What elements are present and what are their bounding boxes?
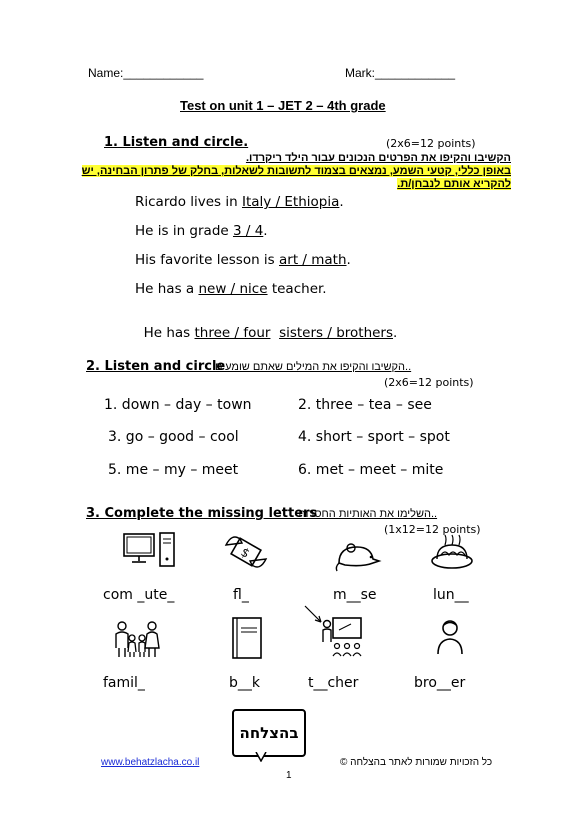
mouse-icon bbox=[333, 537, 383, 573]
sentence-2 bbox=[135, 223, 268, 239]
sentence-text: teacher. bbox=[267, 281, 327, 297]
section1-note-line1: באופן כללי, קטעי השמע, נמצאים בצמוד לתשובות לשאלות, בחלק של פתרון הבחינה, יש bbox=[81, 165, 511, 177]
section2-instruction: ..הקשיבו והקיפו את המילים שאתם שומעים bbox=[215, 361, 412, 373]
logo bbox=[232, 709, 306, 757]
book-icon bbox=[230, 616, 264, 660]
word-blank-teacher[interactable]: t__cher bbox=[308, 675, 359, 691]
section3-points: (1x12=12 points) bbox=[384, 523, 481, 536]
answer-choice[interactable]: new / nice bbox=[198, 281, 268, 297]
name-label: Name: bbox=[88, 66, 124, 80]
answer-choice[interactable]: 3 / 4 bbox=[232, 223, 264, 239]
section2-title: Listen and circle bbox=[104, 359, 226, 374]
sentence-text: He is in grade bbox=[135, 223, 233, 239]
section1-points: (2x6=12 points) bbox=[386, 137, 476, 150]
computer-icon bbox=[122, 531, 178, 571]
sentence-text: . bbox=[339, 194, 344, 210]
section2-points: (2x6=12 points) bbox=[384, 376, 474, 389]
sentence-5 bbox=[135, 309, 397, 341]
section3-number: 3. bbox=[86, 506, 100, 521]
sentence-text: . bbox=[393, 325, 398, 341]
section1-title: Listen and circle. bbox=[122, 135, 249, 150]
answer-choice[interactable]: three / four bbox=[194, 325, 271, 341]
section2-number: 2. bbox=[86, 359, 100, 374]
sentence-text: . bbox=[346, 252, 351, 268]
page-number: 1 bbox=[286, 770, 292, 781]
section1-note-line2: להקריא אותם לנבחן/ת. bbox=[397, 178, 511, 190]
answer-choice[interactable]: art / math bbox=[279, 252, 347, 268]
copyright: כל הזכויות שמורות לאתר בהצלחה © bbox=[340, 757, 493, 768]
lunch-plate-icon bbox=[429, 533, 475, 571]
mark-blank: ____________ bbox=[375, 66, 456, 80]
sentence-text bbox=[270, 325, 279, 341]
sentence-text: He has bbox=[143, 325, 195, 341]
word-blank-book[interactable]: b__k bbox=[229, 675, 260, 691]
word-set-1[interactable]: 1. down – day – town bbox=[104, 397, 252, 413]
word-blank-brother[interactable]: bro__er bbox=[414, 675, 466, 691]
brother-icon bbox=[435, 618, 465, 656]
section3-title: Complete the missing letters bbox=[104, 506, 318, 521]
teacher-icon bbox=[303, 604, 365, 662]
section1-instruction: הקשיבו והקיפו את הפרטים הנכונים עבור הילד ריקרדו. bbox=[245, 152, 511, 164]
svg-text:$: $ bbox=[238, 544, 253, 561]
section3-heading bbox=[86, 506, 317, 521]
sentence-3 bbox=[135, 252, 351, 268]
word-set-5[interactable]: 5. me – my – meet bbox=[108, 462, 239, 478]
section1-heading bbox=[104, 135, 248, 150]
sentence-text: . bbox=[263, 223, 268, 239]
word-set-3[interactable]: 3. go – good – cool bbox=[108, 429, 239, 445]
word-set-2[interactable]: 2. three – tea – see bbox=[298, 397, 432, 413]
answer-choice[interactable]: Italy / Ethiopia bbox=[241, 194, 340, 210]
mark-label: Mark: bbox=[345, 66, 375, 80]
section2-heading bbox=[86, 359, 225, 374]
name-blank: ____________ bbox=[123, 66, 204, 80]
sentence-text: His favorite lesson is bbox=[135, 252, 279, 268]
section3-instruction: ..השלימו את האותיות החסרות bbox=[298, 508, 438, 520]
word-blank-fly[interactable]: fl_ bbox=[233, 587, 249, 603]
word-set-4[interactable]: 4. short – sport – spot bbox=[298, 429, 450, 445]
sentence-4 bbox=[135, 281, 327, 297]
answer-choice[interactable]: sisters / brothers bbox=[279, 325, 394, 341]
flying-money-icon bbox=[222, 531, 270, 575]
sentence-1 bbox=[135, 194, 344, 210]
word-set-6[interactable]: 6. met – meet – mite bbox=[298, 462, 444, 478]
website-link[interactable]: www.behatzlacha.co.il bbox=[101, 757, 200, 768]
sentence-text: He has a bbox=[135, 281, 199, 297]
name-field bbox=[88, 66, 203, 80]
section1-number: 1. bbox=[104, 135, 118, 150]
mark-field bbox=[345, 66, 455, 80]
word-blank-family[interactable]: famil_ bbox=[103, 675, 145, 691]
sentence-text: Ricardo lives in bbox=[135, 194, 242, 210]
page-title: Test on unit 1 – JET 2 – 4th grade bbox=[180, 98, 386, 113]
logo-text: בהצלחה bbox=[239, 724, 299, 742]
family-icon bbox=[113, 618, 163, 658]
logo-speech-tail bbox=[255, 752, 267, 762]
word-blank-lunch[interactable]: lun__ bbox=[433, 587, 469, 603]
word-blank-computer[interactable]: com _ute_ bbox=[103, 587, 175, 603]
word-blank-mouse[interactable]: m__se bbox=[333, 587, 377, 603]
